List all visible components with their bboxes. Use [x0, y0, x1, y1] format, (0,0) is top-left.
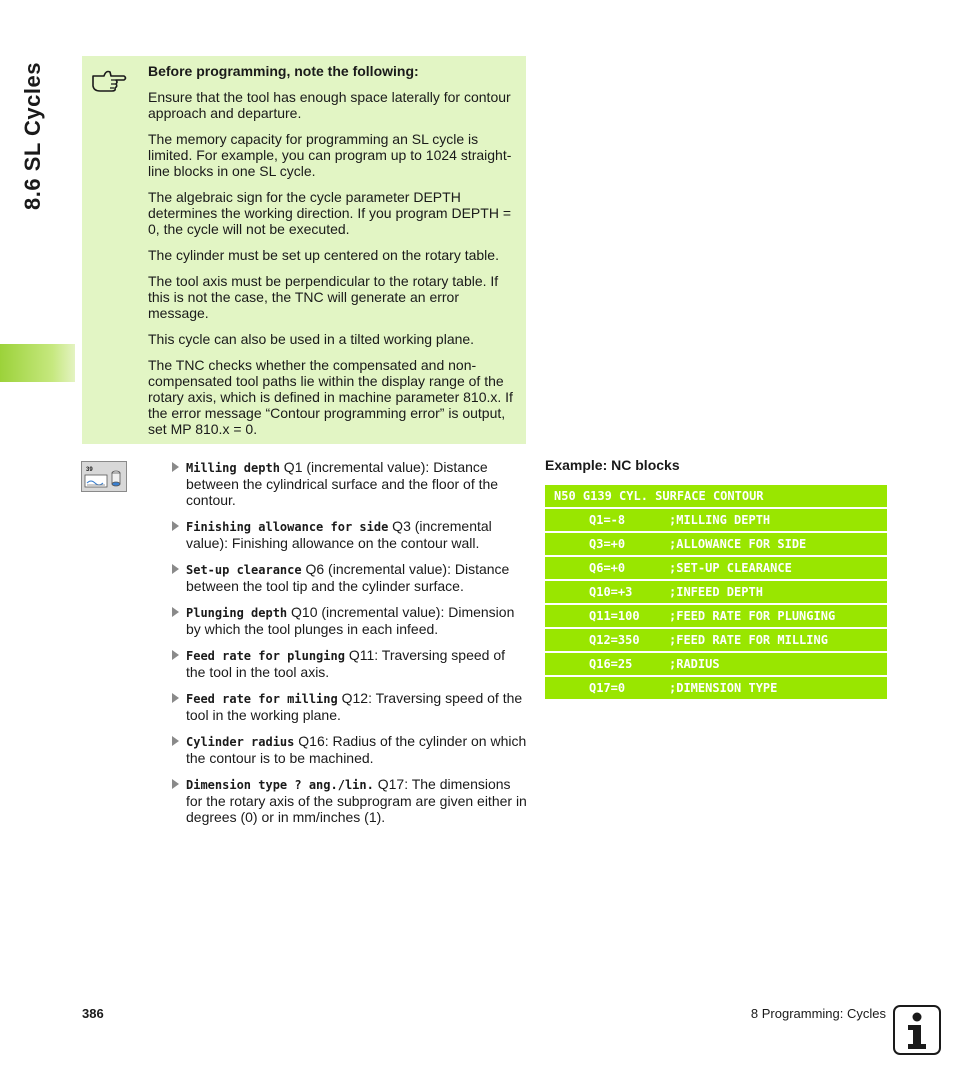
param-item [172, 733, 528, 766]
nc-row [545, 653, 887, 675]
param-desc: Q17: The dimensions for the rotary axis of the subprogram are given either in degrees (0) or in mm/inches (1). [186, 776, 527, 825]
param-item [172, 690, 528, 723]
nc-param: Q3=+0 [589, 537, 626, 551]
nc-row [545, 605, 887, 627]
param-code: Feed rate for plunging [186, 649, 345, 663]
param-item [172, 561, 528, 594]
bullet-arrow-icon [172, 779, 179, 789]
bullet-arrow-icon [172, 521, 179, 531]
cycle-39-icon [81, 461, 127, 492]
nc-param: Q10=+3 [589, 585, 633, 599]
nc-param: Q16=25 [589, 657, 633, 671]
note-paragraph: The memory capacity for programming an SL cycle is limited. For example, you can program up to 1024 straight-line blocks in one SL cycle. [148, 131, 512, 179]
nc-row [545, 509, 887, 531]
param-code: Milling depth [186, 461, 280, 475]
param-desc: Q16: Radius of the cylinder on which the contour is to be machined. [186, 733, 527, 766]
bullet-arrow-icon [172, 607, 179, 617]
nc-row [545, 533, 887, 555]
param-code: Set-up clearance [186, 563, 302, 577]
nc-row [545, 581, 887, 603]
nc-param: Q17=0 [589, 681, 626, 695]
bullet-arrow-icon [172, 564, 179, 574]
param-desc: Q6 (incremental value): Distance between the tool tip and the cylinder surface. [186, 561, 510, 594]
nc-row [545, 557, 887, 579]
chapter-side-title: 8.6 SL Cycles [20, 62, 45, 210]
param-desc: Q11: Traversing speed of the tool in the tool axis. [186, 647, 506, 680]
bullet-arrow-icon [172, 736, 179, 746]
param-code: Dimension type ? ang./lin. [186, 778, 374, 792]
nc-block-list [545, 485, 887, 701]
nc-param: Q12=350 [589, 633, 640, 647]
param-code: Plunging depth [186, 606, 288, 620]
parameter-list [172, 459, 528, 835]
nc-comment: ;INFEED DEPTH [669, 585, 763, 599]
nc-comment: ;SET-UP CLEARANCE [669, 561, 792, 575]
nc-param: Q6=+0 [589, 561, 626, 575]
nc-param: Q11=100 [589, 609, 640, 623]
example-title: Example: NC blocks [545, 457, 680, 473]
nc-row [545, 629, 887, 651]
nc-comment: ;FEED RATE FOR MILLING [669, 633, 828, 647]
note-paragraph: Ensure that the tool has enough space laterally for contour approach and departure. [148, 89, 511, 121]
param-item [172, 776, 528, 825]
nc-comment: ;ALLOWANCE FOR SIDE [669, 537, 807, 551]
pointing-hand-icon [90, 66, 128, 94]
note-paragraph: The TNC checks whether the compensated and non-compensated tool paths lie within the display range of the rotary axis, which is defined in machine parameter 810.x. If the error message “Contour programming error” is output, set MP 810.x = 0. [148, 357, 513, 437]
param-code: Cylinder radius [186, 735, 295, 749]
param-desc: Q3 (incremental value): Finishing allowance on the contour wall. [186, 518, 492, 551]
nc-comment: ;MILLING DEPTH [669, 513, 771, 527]
nc-comment: ;RADIUS [669, 657, 720, 671]
cycle-icon-label: 39 [86, 467, 93, 473]
param-desc: Q10 (incremental value): Dimension by which the tool plunges in each infeed. [186, 604, 515, 637]
chapter-footer: 8 Programming: Cycles [750, 1006, 886, 1021]
bullet-arrow-icon [172, 462, 179, 472]
param-desc: Q12: Traversing speed of the tool in the working plane. [186, 690, 523, 723]
param-item [172, 459, 528, 508]
nc-header-row [545, 485, 887, 507]
bullet-arrow-icon [172, 650, 179, 660]
chapter-tab-marker [0, 344, 75, 382]
nc-comment: ;FEED RATE FOR PLUNGING [669, 609, 836, 623]
note-paragraph: The tool axis must be perpendicular to the rotary table. If this is not the case, the TNC will generate an error message. [148, 273, 499, 321]
bullet-arrow-icon [172, 693, 179, 703]
nc-comment: ;DIMENSION TYPE [669, 681, 778, 695]
note-heading: Before programming, note the following: [148, 63, 419, 79]
param-desc: Q1 (incremental value): Distance between the cylindrical surface and the floor of the contour. [186, 459, 499, 508]
param-code: Feed rate for milling [186, 692, 338, 706]
note-paragraph: The cylinder must be set up centered on the rotary table. [148, 247, 499, 263]
nc-row [545, 677, 887, 699]
note-paragraph: The algebraic sign for the cycle parameter DEPTH determines the working direction. If you program DEPTH = 0, the cycle will not be executed. [148, 189, 511, 237]
nc-param: Q1=-8 [589, 513, 626, 527]
info-icon [893, 1005, 941, 1055]
param-item [172, 604, 528, 637]
note-paragraph: This cycle can also be used in a tilted working plane. [148, 331, 475, 347]
note-text [148, 63, 520, 447]
param-item [172, 518, 528, 551]
param-item [172, 647, 528, 680]
nc-header-text: N50 G139 CYL. SURFACE CONTOUR [554, 489, 764, 503]
page-number: 386 [82, 1006, 104, 1021]
param-code: Finishing allowance for side [186, 520, 389, 534]
